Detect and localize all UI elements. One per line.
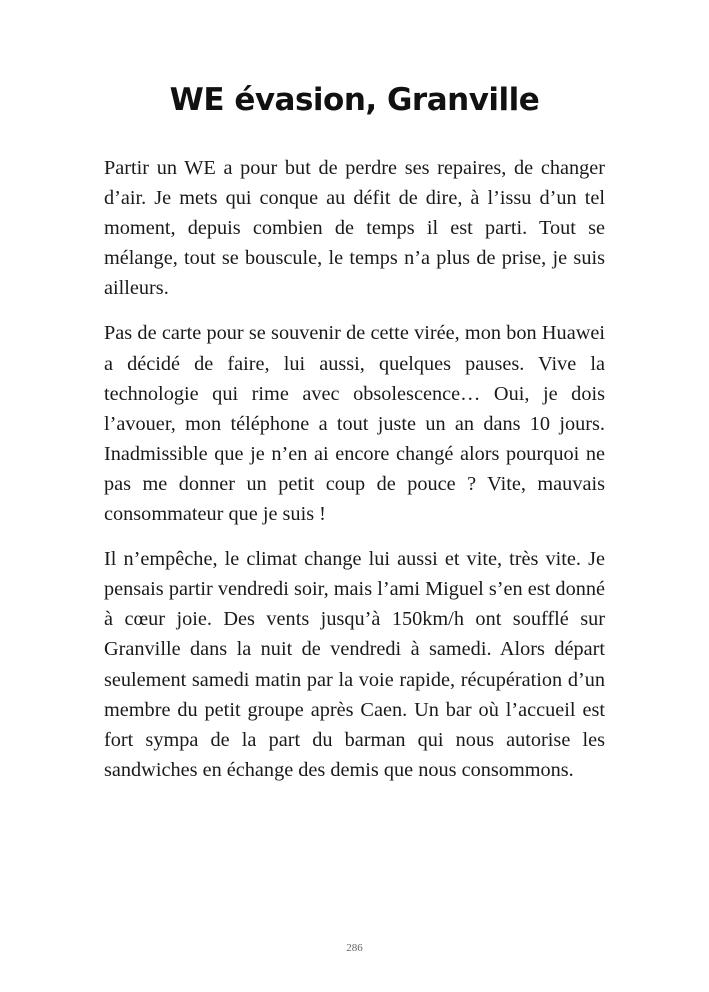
page-number: 286 [346,942,363,954]
paragraph-1: Partir un WE a pour but de perdre ses repaires, de changer d’air. Je mets qui conque au défit de dire, à l’issu d’un tel moment, depuis combien de temps il est parti. Tout se mélange, tout se bouscule, le temps n’a plus de prise, je suis ailleurs. [104,157,605,300]
paragraph-2: Pas de carte pour se souvenir de cette virée, mon bon Huawei a décidé de faire, lui aussi, quelques pauses. Vive la technologie qui rime avec obsolescence… Oui, je dois l’avouer, mon téléphone a tout juste un an dans 10 jours. Inadmissible que je n’en ai encore changé alors pourquoi ne pas me donner un petit coup de pouce ? Vite, mauvais consommateur que je suis ! [104,322,605,526]
paragraph-3: Il n’empêche, le climat change lui aussi et vite, très vite. Je pensais partir vendredi soir, mais l’ami Miguel s’en est donné à cœur joie. Des vents jusqu’à 150km/h ont soufflé sur Granville dans la nuit de vendredi à samedi. Alors départ seulement samedi matin par la voie rapide, récupération d’un membre du petit groupe après Caen. Un bar où l’accueil est fort sympa de la part du barman qui nous autorise les sandwiches en échange des demis que nous consommons. [104,548,605,781]
body-text [104,153,605,800]
page-title: WE évasion, Granville [169,82,540,118]
